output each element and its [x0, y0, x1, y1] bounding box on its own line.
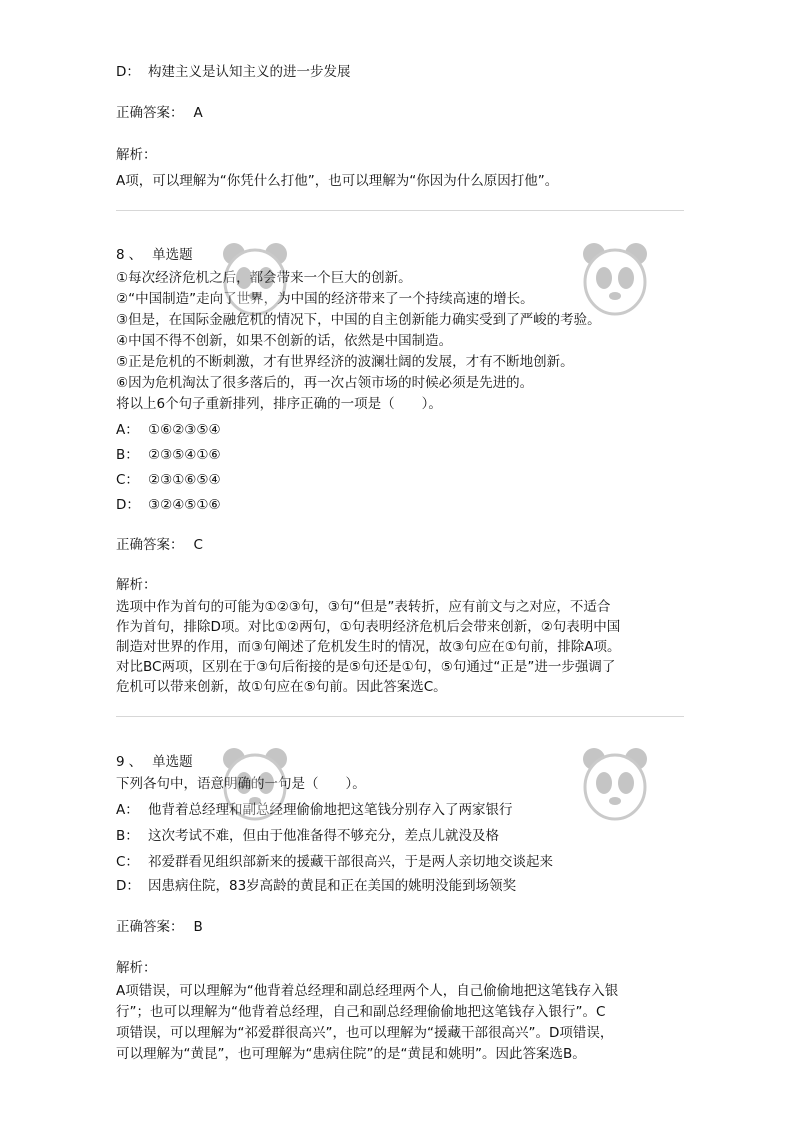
option-text: 构建主义是认知主义的进一步发展	[148, 64, 351, 80]
question-stem: 将以上6个句子重新排列，排序正确的一项是（ ）。	[116, 396, 442, 412]
option-letter: D：	[116, 497, 140, 513]
analysis-text: 对比BC两项，区别在于③句后衔接的是⑤句还是①句，⑤句通过“正是”进一步强调了	[116, 659, 616, 675]
option-letter: D：	[116, 64, 140, 80]
option-c[interactable]	[116, 852, 553, 872]
option-letter: A：	[116, 422, 139, 438]
option-b[interactable]	[116, 826, 499, 846]
option-a[interactable]	[116, 420, 221, 440]
analysis-text: 项错误，可以理解为“祁爱群很高兴”，也可以理解为“援藏干部很高兴”。D项错误，	[116, 1025, 614, 1041]
option-text: ③②④⑤①⑥	[148, 497, 221, 513]
answer-line	[116, 917, 203, 937]
analysis-text: A项，可以理解为“你凭什么打他”，也可以理解为“你因为什么原因打他”。	[116, 173, 559, 189]
option-d	[116, 62, 351, 82]
option-c[interactable]	[116, 470, 221, 490]
analysis-text: 危机可以带来创新，故①句应在⑤句前。因此答案选C。	[116, 679, 447, 695]
answer-label: 正确答案：	[116, 537, 184, 553]
analysis-label: 解析：	[116, 577, 157, 593]
analysis-text: 行”；也可以理解为“他背着总经理，自己和副总经理偷偷地把这笔钱存入银行”。C	[116, 1004, 606, 1020]
answer-label: 正确答案：	[116, 105, 184, 121]
section-divider	[116, 210, 684, 211]
question-separator: 、	[128, 754, 143, 770]
analysis-text: 选项中作为首句的可能为①②③句，③句“但是”表转折，应有前文与之对应，不适合	[116, 599, 611, 615]
answer-value: C	[193, 537, 203, 553]
option-d[interactable]	[116, 495, 221, 515]
question-stem: ①每次经济危机之后，都会带来一个巨大的创新。	[116, 270, 412, 286]
question-stem: ②“中国制造”走向了世界，为中国的经济带来了一个持续高速的增长。	[116, 291, 534, 307]
analysis-text: 作为首句，排除D项。对比①②两句，①句表明经济危机后会带来创新，②句表明中国	[116, 619, 621, 635]
section-divider	[116, 716, 684, 717]
analysis-text: 制造对世界的作用，而③句阐述了危机发生时的情况，故③句应在①句前，排除A项。	[116, 639, 621, 655]
option-text: 因患病住院，83岁高龄的黄昆和正在美国的姚明没能到场领奖	[148, 878, 517, 894]
option-b[interactable]	[116, 445, 221, 465]
question-type: 单选题	[152, 247, 193, 263]
question-separator: 、	[128, 247, 143, 263]
analysis-text: A项错误，可以理解为“他背着总经理和副总经理两个人，自己偷偷地把这笔钱存入银	[116, 983, 619, 999]
option-d[interactable]	[116, 876, 516, 896]
option-text: ②③①⑥⑤④	[148, 472, 221, 488]
option-text: ①⑥②③⑤④	[148, 422, 221, 438]
option-letter: B：	[116, 447, 139, 463]
option-letter: C：	[116, 854, 139, 870]
question-header	[116, 752, 193, 772]
panda-logo-icon	[580, 240, 650, 320]
question-stem: ③但是，在国际金融危机的情况下，中国的自主创新能力确实受到了严峻的考验。	[116, 312, 601, 328]
question-stem: 下列各句中，语意明确的一句是（ ）。	[116, 776, 366, 792]
panda-logo-icon	[580, 745, 650, 825]
option-letter: A：	[116, 802, 139, 818]
watermark	[580, 240, 800, 360]
question-number: 8	[116, 247, 125, 263]
option-text: 祁爱群看见组织部新来的援藏干部很高兴，于是两人亲切地交谈起来	[148, 854, 553, 870]
question-type: 单选题	[152, 754, 193, 770]
answer-value: B	[193, 919, 203, 935]
question-stem: ⑥因为危机淘汰了很多落后的，再一次占领市场的时候必须是先进的。	[116, 375, 534, 391]
option-a[interactable]	[116, 800, 513, 820]
option-text: 这次考试不难，但由于他准备得不够充分，差点儿就没及格	[148, 828, 499, 844]
answer-value: A	[193, 105, 203, 121]
option-letter: C：	[116, 472, 139, 488]
option-letter: D：	[116, 878, 140, 894]
question-header	[116, 245, 193, 265]
analysis-text: 可以理解为“黄昆”，也可理解为“患病住院”的是“黄昆和姚明”。因此答案选B。	[116, 1046, 586, 1062]
option-text: ②③⑤④①⑥	[148, 447, 221, 463]
question-stem: ⑤正是危机的不断刺激，才有世界经济的波澜壮阔的发展，才有不断地创新。	[116, 354, 574, 370]
answer-line	[116, 103, 203, 123]
option-text: 他背着总经理和副总经理偷偷地把这笔钱分别存入了两家银行	[148, 802, 513, 818]
question-stem: ④中国不得不创新，如果不创新的话，依然是中国制造。	[116, 333, 453, 349]
answer-line	[116, 535, 203, 555]
option-letter: B：	[116, 828, 139, 844]
answer-label: 正确答案：	[116, 919, 184, 935]
question-number: 9	[116, 754, 125, 770]
analysis-label: 解析：	[116, 147, 157, 163]
watermark	[580, 745, 800, 865]
analysis-label: 解析：	[116, 960, 157, 976]
